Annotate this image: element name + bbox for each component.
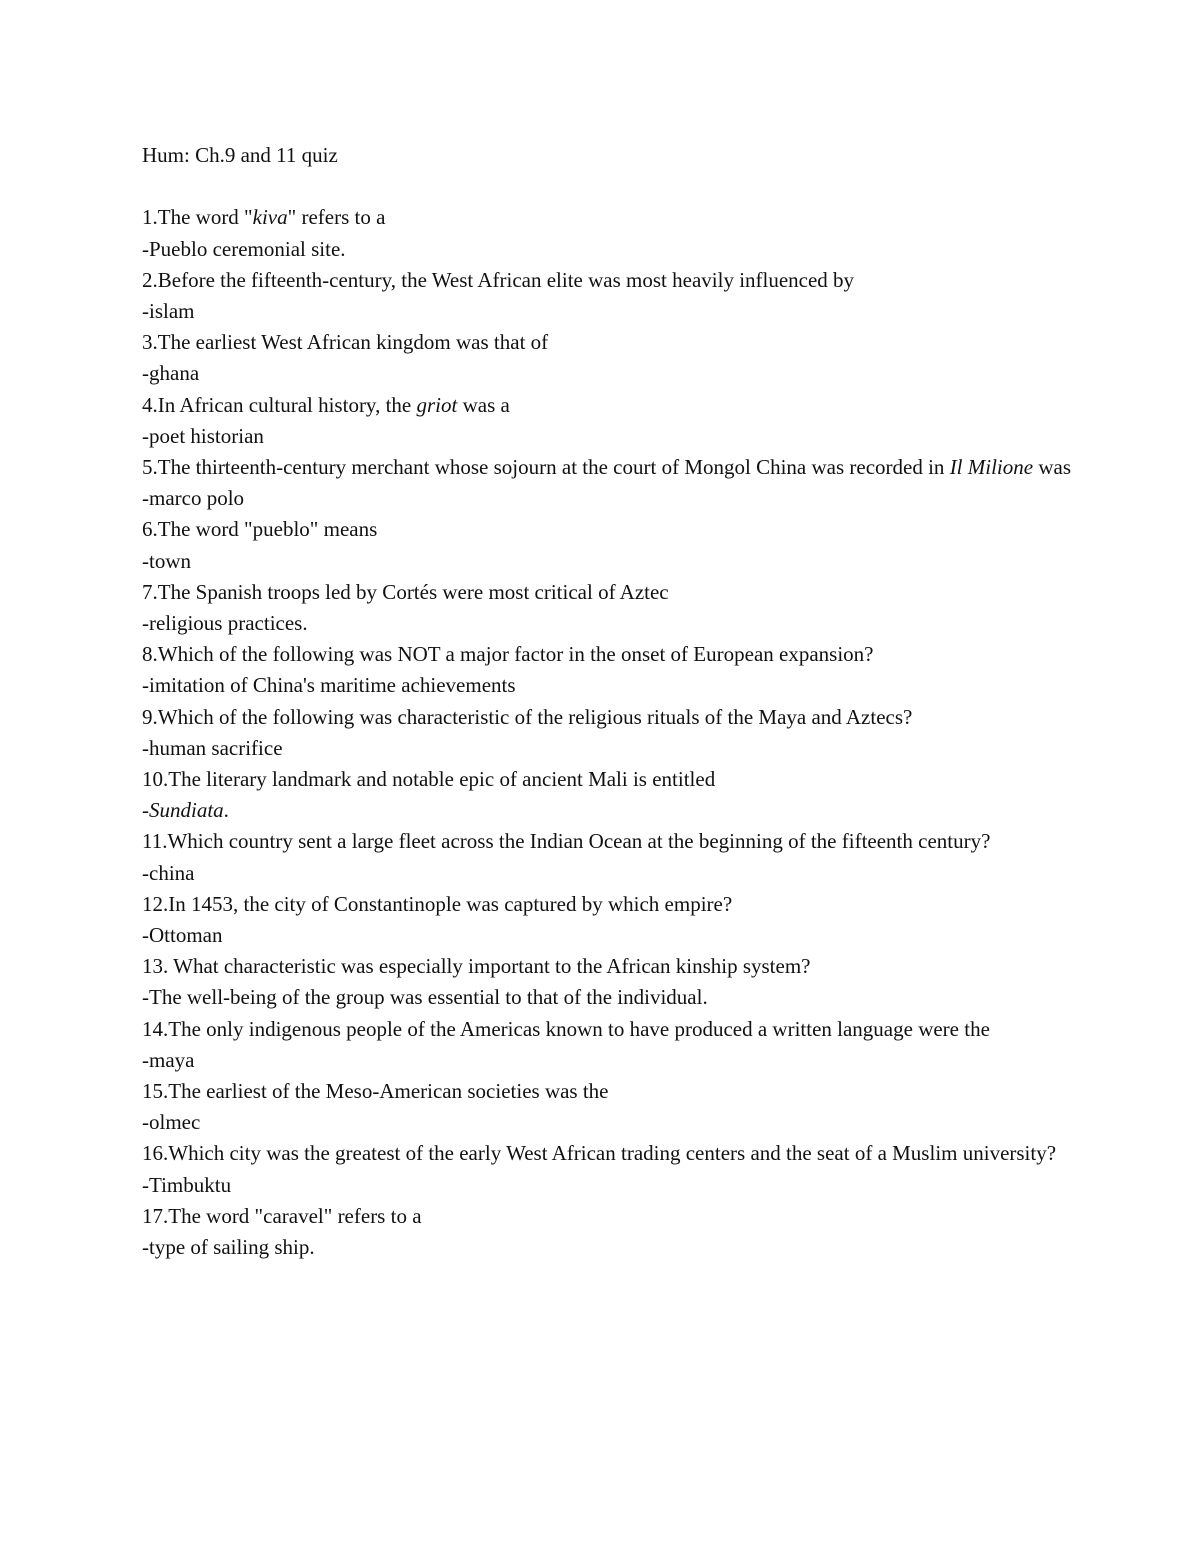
text-run: 17.The word "caravel" refers to a <box>142 1203 422 1228</box>
text-run: -Ottoman <box>142 923 223 948</box>
text-run: -ghana <box>142 361 200 386</box>
text-run: 5.The thirteenth-century merchant whose sojourn at the court of Mongol China was recorded in <box>142 455 950 479</box>
quiz-item <box>142 951 1072 1013</box>
answer-text <box>142 1045 1072 1076</box>
text-run: 16.Which city was the greatest of the early West African trading centers and the seat of a Muslim university? <box>142 1141 1057 1166</box>
question-text <box>142 265 1072 296</box>
quiz-item <box>142 265 1072 327</box>
answer-text <box>142 483 1072 514</box>
document-title: Hum: Ch.9 and 11 quiz <box>142 143 338 167</box>
question-text <box>142 951 1072 982</box>
question-text <box>142 1201 1072 1232</box>
text-run: -religious practices. <box>142 611 308 636</box>
answer-text <box>142 1107 1072 1138</box>
answer-text <box>142 920 1072 951</box>
text-run: 4.In African cultural history, the <box>142 392 417 417</box>
answer-text <box>142 795 1072 826</box>
quiz-item <box>142 202 1072 264</box>
answer-text <box>142 670 1072 701</box>
text-run: 8.Which of the following was NOT a major factor in the onset of European expansion? <box>142 642 874 667</box>
text-run: 9.Which of the following was characteristic of the religious rituals of the Maya and Aztecs? <box>142 704 913 729</box>
text-run: was <box>1033 455 1072 479</box>
text-run: 3.The earliest West African kingdom was that of <box>142 330 549 355</box>
quiz-item <box>142 327 1072 389</box>
answer-text <box>142 982 1072 1013</box>
question-text <box>142 202 1072 233</box>
question-text <box>142 514 1072 545</box>
text-run: -china <box>142 860 195 885</box>
text-run: -islam <box>142 298 195 323</box>
question-text <box>142 1138 1072 1169</box>
italic-text: Sundiata <box>149 798 224 823</box>
text-run: -olmec <box>142 1110 201 1135</box>
text-run: -The well-being of the group was essential to that of the individual. <box>142 985 708 1010</box>
quiz-item <box>142 764 1072 826</box>
quiz-item <box>142 1014 1072 1076</box>
text-run: . <box>223 798 229 823</box>
question-text <box>142 764 1072 795</box>
question-text <box>142 1014 1072 1045</box>
text-run: -poet historian <box>142 423 264 448</box>
question-text <box>142 452 1072 483</box>
text-run: -imitation of China's maritime achievements <box>142 673 516 698</box>
answer-text <box>142 296 1072 327</box>
quiz-item <box>142 452 1072 514</box>
answer-text <box>142 421 1072 452</box>
quiz-item <box>142 1076 1072 1138</box>
answer-text <box>142 858 1072 889</box>
text-run: -town <box>142 548 191 573</box>
text-run: -marco polo <box>142 486 245 511</box>
text-run: 15.The earliest of the Meso-American societies was the <box>142 1079 609 1104</box>
question-text <box>142 390 1072 421</box>
text-run: 12.In 1453, the city of Constantinople was captured by which empire? <box>142 891 733 916</box>
italic-text: kiva <box>252 205 288 230</box>
answer-text <box>142 1170 1072 1201</box>
question-text <box>142 1076 1072 1107</box>
title-spacer <box>142 171 1072 202</box>
quiz-item <box>142 577 1072 639</box>
quiz-item <box>142 826 1072 888</box>
text-run: 7.The Spanish troops led by Cortés were most critical of Aztec <box>142 579 669 604</box>
quiz-item <box>142 1201 1072 1263</box>
quiz-item <box>142 889 1072 951</box>
italic-text: griot <box>416 392 458 417</box>
text-run: " refers to a <box>287 205 386 230</box>
quiz-item <box>142 390 1072 452</box>
quiz-item <box>142 702 1072 764</box>
question-text <box>142 889 1072 920</box>
text-run: -Timbuktu <box>142 1172 232 1197</box>
text-run: 13. What characteristic was especially important to the African kinship system? <box>142 954 811 979</box>
text-run: 14.The only indigenous people of the Americas known to have produced a written language were the <box>142 1016 990 1041</box>
text-run: 10.The literary landmark and notable epic of ancient Mali is entitled <box>142 767 716 792</box>
document-page <box>142 140 1072 1263</box>
text-run: - <box>142 798 149 823</box>
text-run: -type of sailing ship. <box>142 1235 315 1260</box>
answer-text <box>142 234 1072 265</box>
text-run: 11.Which country sent a large fleet across the Indian Ocean at the beginning of the fifteenth century? <box>142 829 991 854</box>
answer-text <box>142 358 1072 389</box>
question-text <box>142 702 1072 733</box>
text-run: was a <box>457 392 510 417</box>
question-text <box>142 327 1072 358</box>
question-text <box>142 826 1072 857</box>
quiz-item <box>142 1138 1072 1200</box>
answer-text <box>142 1232 1072 1263</box>
answer-text <box>142 733 1072 764</box>
answer-text <box>142 608 1072 639</box>
text-run: -human sacrifice <box>142 735 283 760</box>
question-list <box>142 202 1072 1263</box>
text-run: 6.The word "pueblo" means <box>142 517 378 542</box>
quiz-item <box>142 514 1072 576</box>
text-run: -Pueblo ceremonial site. <box>142 236 346 261</box>
text-run: 1.The word " <box>142 205 253 230</box>
text-run: -maya <box>142 1047 195 1072</box>
quiz-item <box>142 639 1072 701</box>
question-text <box>142 577 1072 608</box>
answer-text <box>142 546 1072 577</box>
question-text <box>142 639 1072 670</box>
italic-text: Il Milione <box>949 455 1034 479</box>
text-run: 2.Before the fifteenth-century, the West African elite was most heavily influenced by <box>142 267 855 292</box>
